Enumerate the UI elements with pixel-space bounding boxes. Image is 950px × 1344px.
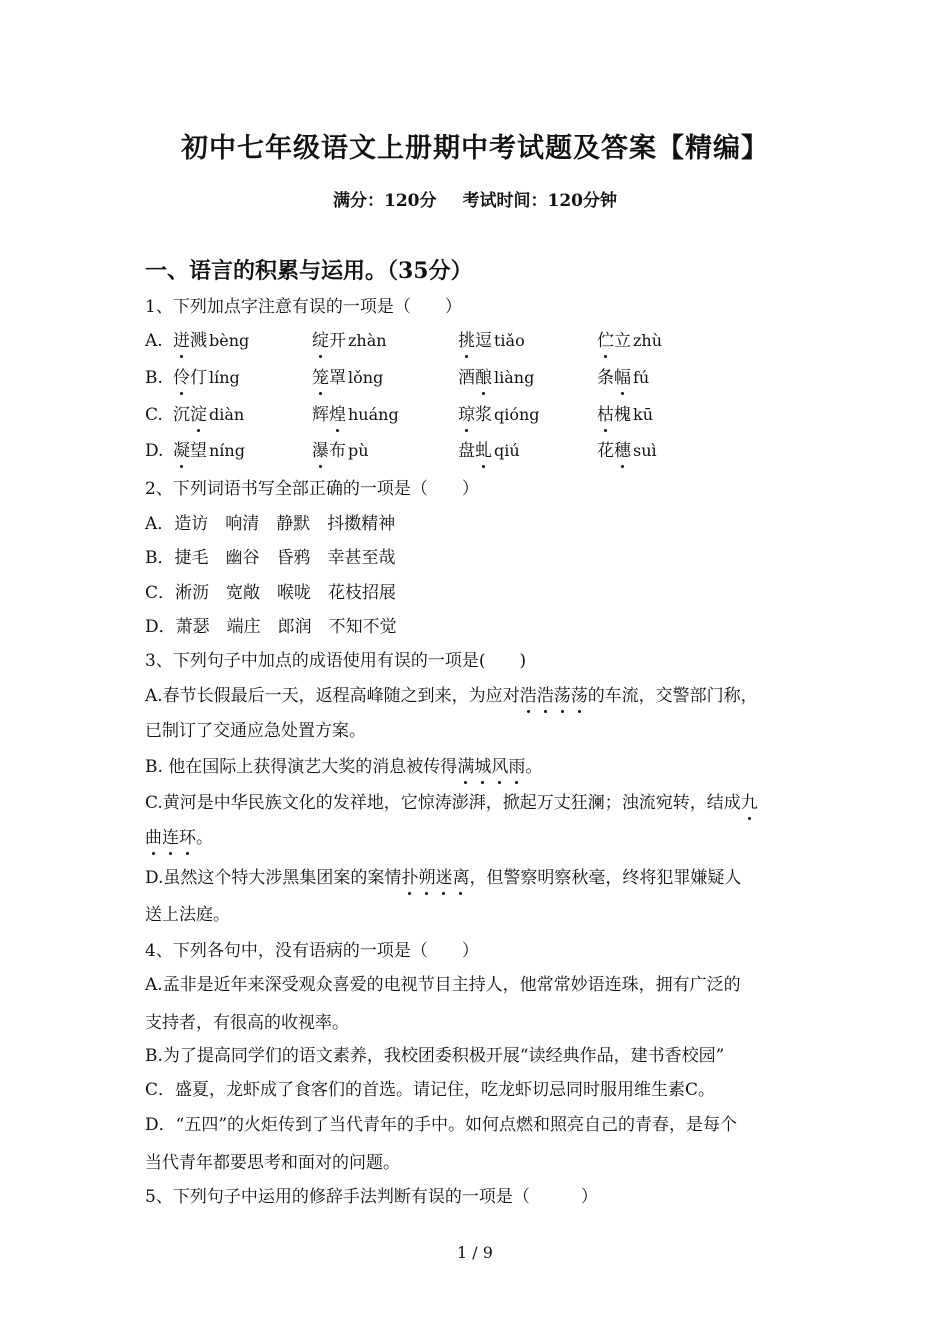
word-with-pinyin: 辉煌 huáng [312, 405, 399, 425]
q3-option-a-line2: 已制订了交通应急处置方案。 [145, 721, 366, 741]
dotted-char: 荡 [553, 686, 571, 706]
dotted-char: 琼 [458, 405, 475, 425]
option-label: D. [145, 441, 164, 461]
dotted-char: 淀 [190, 405, 207, 425]
pinyin: qióng [494, 405, 540, 424]
dotted-char: 环 [179, 828, 196, 848]
dotted-char: 城 [474, 757, 492, 777]
dotted-char: 瀑 [312, 441, 329, 461]
option-label: B. [145, 368, 163, 388]
dotted-char: 伫 [597, 331, 614, 351]
word-with-pinyin: 酒酿 liàng [458, 368, 535, 388]
exam-info [0, 186, 950, 211]
dotted-char: 曲 [145, 828, 162, 848]
dotted-char: 满 [457, 757, 475, 777]
dotted-char: 绽 [312, 331, 329, 351]
q4-option-b: B.为了提高同学们的语文素养，我校团委积极开展“读经典作品，建书香校园” [145, 1046, 725, 1066]
q1-option-d [145, 440, 825, 466]
q1-option-a [145, 330, 825, 356]
word-with-pinyin: 迸溅 bèng [173, 331, 250, 351]
word-with-pinyin: 条幅 fú [597, 368, 650, 388]
dotted-char: 穗 [614, 441, 631, 461]
pinyin: zhàn [348, 331, 387, 350]
q3-option-d-line1: D.虽然这个特大涉黑集团案的案情扑朔迷离，但警察明察秋毫，终将犯罪嫌疑人 [145, 868, 742, 888]
dotted-char: 迸 [173, 331, 190, 351]
q1-option-c [145, 404, 825, 430]
q1-stem: 1、下列加点字注意有误的一项是（ ） [145, 297, 462, 317]
pinyin: tiǎo [494, 331, 525, 350]
q3-stem: 3、下列句子中加点的成语使用有误的一项是( ) [145, 651, 527, 671]
q5-stem: 5、下列句子中运用的修辞手法判断有误的一项是（ ） [145, 1187, 598, 1207]
dotted-char: 浩 [519, 686, 537, 706]
q3-option-d-line2: 送上法庭。 [145, 905, 230, 925]
q3-option-c-line1: C.黄河是中华民族文化的发祥地，它惊涛澎湃，掀起万丈狂澜；浊流宛转，结成九 [145, 793, 758, 813]
q3-option-a-line1: A.春节长假最后一天，返程高峰随之到来，为应对浩浩荡荡的车流，交警部门称， [145, 686, 758, 706]
word-with-pinyin: 盘虬 qiú [458, 441, 520, 461]
dotted-char: 笼 [312, 368, 329, 388]
q3-option-c-line2: 曲连环。 [145, 828, 213, 848]
exam-time: 考试时间：120分钟 [462, 191, 617, 211]
dotted-char: 扑 [401, 868, 419, 888]
section-heading-1: 一、语言的积累与运用。（35分） [145, 258, 473, 284]
q1-option-b [145, 367, 825, 393]
page-title: 初中七年级语文上册期中考试题及答案【精编】 [181, 133, 769, 164]
page-number: 1 / 9 [457, 1243, 493, 1262]
pinyin: zhù [633, 331, 663, 350]
dotted-char: 凝 [173, 441, 190, 461]
word-with-pinyin: 凝望 níng [173, 441, 245, 461]
q2-option-a: A．造访 响清 静默 抖擞精神 [145, 514, 396, 534]
dotted-char: 风 [491, 757, 509, 777]
q2-option-d: D．萧瑟 端庄 郎润 不知不觉 [145, 617, 397, 637]
word-with-pinyin: 绽开 zhàn [312, 331, 387, 351]
dotted-char: 离 [452, 868, 470, 888]
q2-option-c: C．淅沥 宽敞 喉咙 花枝招展 [145, 583, 397, 603]
pinyin: suì [633, 441, 657, 460]
dotted-char: 幅 [614, 368, 631, 388]
word-with-pinyin: 花穗 suì [597, 441, 657, 461]
q3-d-dotted-idiom [401, 868, 469, 888]
word-with-pinyin: 笼罩 lǒng [312, 368, 384, 388]
dotted-char: 迷 [435, 868, 453, 888]
q4-option-d-line1: D．“五四”的火炬传到了当代青年的手中。如何点燃和照亮自己的青春，是每个 [145, 1115, 738, 1135]
word-with-pinyin: 挑逗 tiǎo [458, 331, 525, 351]
option-label: C. [145, 405, 163, 425]
q3-a-dotted-idiom [520, 686, 588, 706]
dotted-char: 荡 [570, 686, 588, 706]
pinyin: pù [348, 441, 369, 460]
pinyin: bèng [209, 331, 250, 350]
pinyin: huáng [348, 405, 399, 424]
dotted-char: 浩 [536, 686, 554, 706]
pinyin: liàng [494, 368, 535, 387]
q4-stem: 4、下列各句中，没有语病的一项是（ ） [145, 941, 479, 961]
q4-option-d-line2: 当代青年都要思考和面对的问题。 [145, 1153, 400, 1173]
pinyin: fú [633, 368, 650, 387]
dotted-char: 雨 [508, 757, 526, 777]
dotted-char: 挑 [458, 331, 475, 351]
pinyin: kū [633, 405, 653, 424]
dotted-char: 煌 [329, 405, 346, 425]
dotted-char: 朔 [418, 868, 436, 888]
pinyin: líng [209, 368, 240, 387]
word-with-pinyin: 伶仃 líng [173, 368, 240, 388]
q4-option-c: C．盛夏，龙虾成了食客们的首选。请记住，吃龙虾切忌同时服用维生素C。 [145, 1080, 716, 1100]
dotted-char: 九 [740, 793, 758, 813]
dotted-char: 伶 [173, 368, 190, 388]
q3-b-dotted-idiom [457, 757, 525, 777]
q3-c-dotted-idiom-part1 [741, 793, 758, 813]
word-with-pinyin: 枯槐 kū [597, 405, 653, 425]
dotted-char: 枯 [597, 405, 614, 425]
pinyin: qiú [494, 441, 520, 460]
q4-option-a-line1: A.孟非是近年来深受观众喜爱的电视节目主持人，他常常妙语连珠，拥有广泛的 [145, 975, 741, 995]
dotted-char: 酿 [475, 368, 492, 388]
dotted-char: 虬 [475, 441, 492, 461]
q3-option-b: B. 他在国际上获得演艺大奖的消息被传得满城风雨。 [145, 757, 543, 777]
q2-stem: 2、下列词语书写全部正确的一项是（ ） [145, 479, 479, 499]
word-with-pinyin: 琼浆 qióng [458, 405, 540, 425]
dotted-char: 连 [162, 828, 179, 848]
word-with-pinyin: 伫立 zhù [597, 331, 663, 351]
pinyin: diàn [209, 405, 245, 424]
option-label: A. [145, 331, 163, 351]
pinyin: níng [209, 441, 245, 460]
word-with-pinyin: 瀑布 pù [312, 441, 369, 461]
pinyin: lǒng [348, 368, 384, 387]
q4-option-a-line2: 支持者，有很高的收视率。 [145, 1013, 349, 1033]
full-score: 满分：120分 [333, 191, 437, 211]
q3-c-dotted-idiom-part2 [145, 828, 196, 848]
q2-option-b: B．捷毛 幽谷 昏鸦 幸甚至哉 [145, 548, 396, 568]
word-with-pinyin: 沉淀 diàn [173, 405, 245, 425]
